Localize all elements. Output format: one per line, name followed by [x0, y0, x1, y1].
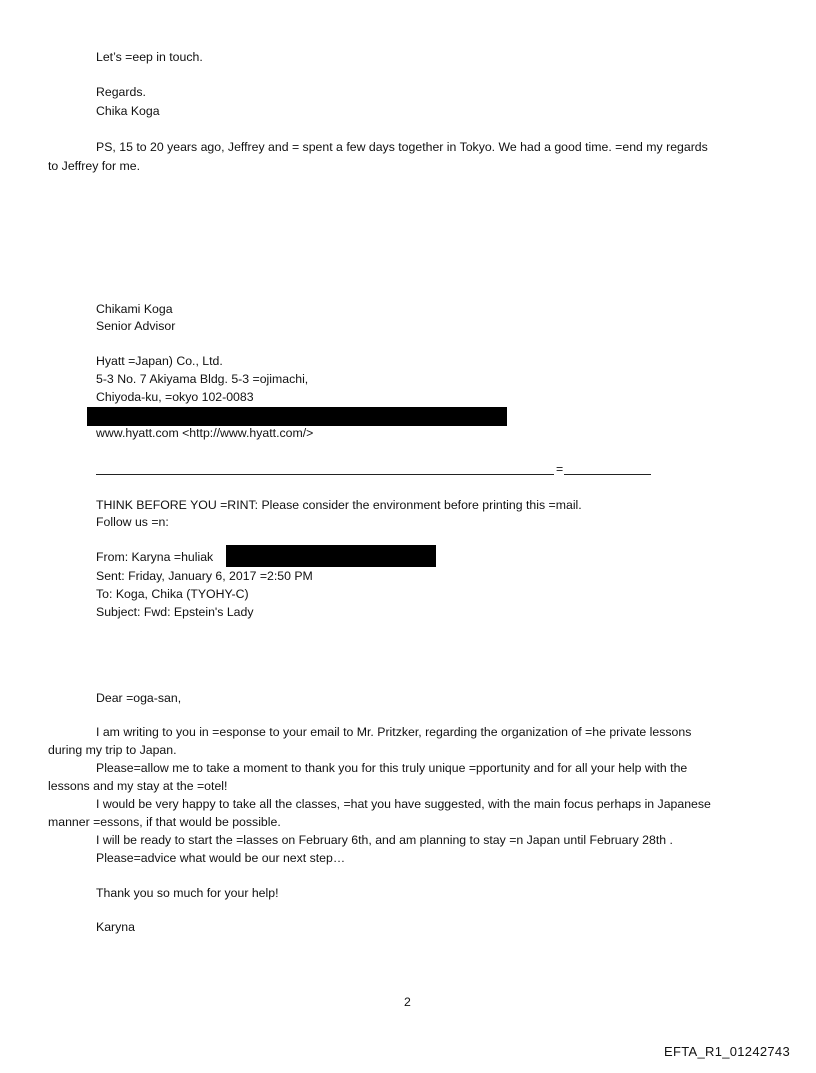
- letter-line: lessons and my stay at the =otel!: [48, 779, 228, 793]
- letter-line: during my trip to Japan.: [48, 743, 177, 757]
- signature-address: 5-3 No. 7 Akiyama Bldg. 5-3 =ojimachi,: [96, 372, 309, 386]
- subject-line: Subject: Fwd: Epstein's Lady: [96, 605, 254, 619]
- separator-rule: [564, 474, 651, 475]
- page-number: 2: [404, 995, 411, 1009]
- letter-line: I am writing to you in =esponse to your email to Mr. Pritzker, regarding the organization of =he private lessons: [96, 725, 692, 739]
- letter-signoff: Karyna: [96, 920, 135, 934]
- letter-thanks: Thank you so much for your help!: [96, 886, 279, 900]
- signature-website: www.hyatt.com <http://www.hyatt.com/>: [96, 426, 314, 440]
- letter-greeting: Dear =oga-san,: [96, 691, 182, 705]
- redaction-bar: [226, 545, 436, 567]
- signature-name: Chikami Koga: [96, 302, 173, 316]
- redaction-bar: [87, 407, 507, 426]
- print-notice: THINK BEFORE YOU =RINT: Please consider the environment before printing this =mail.: [96, 498, 582, 512]
- document-id: EFTA_R1_01242743: [664, 1044, 790, 1059]
- letter-line: I will be ready to start the =lasses on February 6th, and am planning to stay =n Japan until February 28th .: [96, 833, 673, 847]
- ps-line: to Jeffrey for me.: [48, 159, 141, 173]
- follow-us: Follow us =n:: [96, 515, 169, 529]
- from-line: From: Karyna =huliak: [96, 550, 214, 564]
- letter-line: Please=advice what would be our next step…: [96, 851, 346, 865]
- letter-line: I would be very happy to take all the classes, =hat you have suggested, with the main focus perhaps in Japanese: [96, 797, 711, 811]
- letter-line: manner =essons, if that would be possible.: [48, 815, 281, 829]
- ps-line: PS, 15 to 20 years ago, Jeffrey and = spent a few days together in Tokyo. We had a good time. =end my regards: [96, 140, 708, 154]
- signature-title: Senior Advisor: [96, 319, 176, 333]
- to-line: To: Koga, Chika (TYOHY-C): [96, 587, 249, 601]
- separator-char: =: [556, 462, 564, 476]
- keep-in-touch-line: Let’s =eep in touch.: [96, 50, 203, 64]
- signature-address: Chiyoda-ku, =okyo 102-0083: [96, 390, 254, 404]
- sent-line: Sent: Friday, January 6, 2017 =2:50 PM: [96, 569, 313, 583]
- signature-company: Hyatt =Japan) Co., Ltd.: [96, 354, 223, 368]
- separator-rule: [96, 474, 554, 475]
- regards-line: Regards.: [96, 85, 146, 99]
- signoff-name: Chika Koga: [96, 104, 160, 118]
- letter-line: Please=allow me to take a moment to thank you for this truly unique =pportunity and for all your help with the: [96, 761, 688, 775]
